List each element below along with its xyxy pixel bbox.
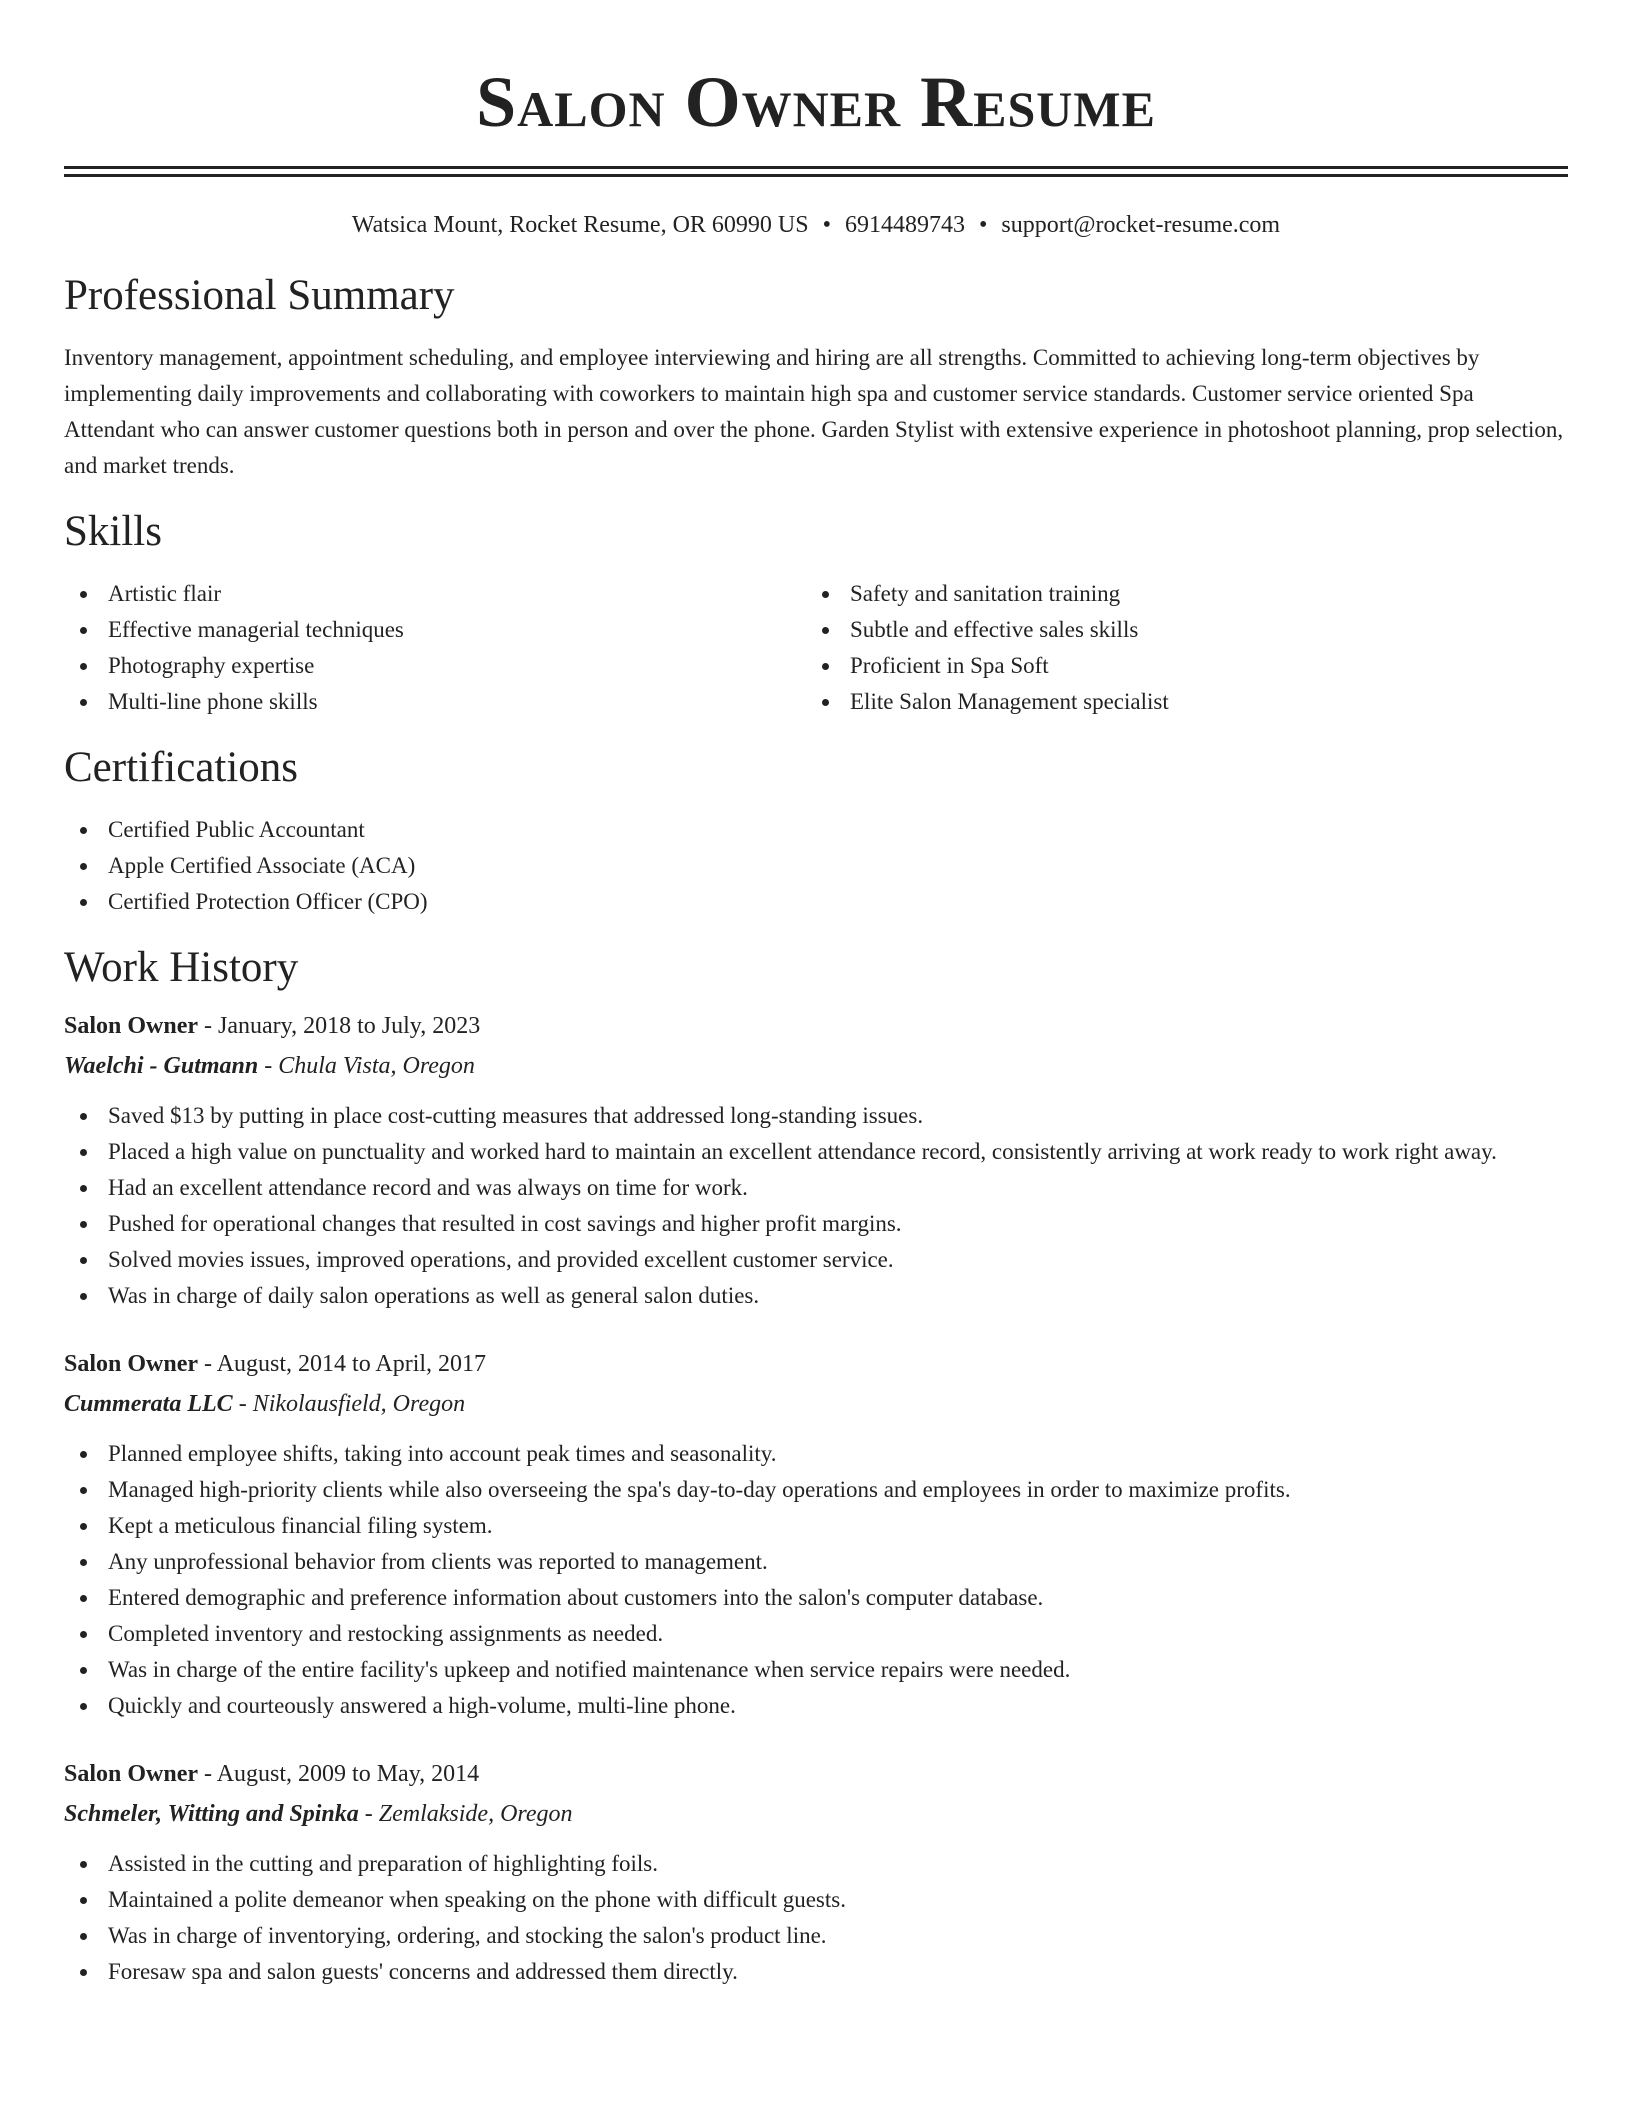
job-header: [64, 1006, 1568, 1046]
contact-separator: •: [979, 212, 988, 238]
work-history-heading: Work History: [64, 944, 299, 991]
job-company: Schmeler, Witting and Spinka: [64, 1801, 359, 1827]
job-header: [64, 1754, 1568, 1794]
skill-item: Safety and sanitation training: [806, 576, 1548, 612]
certifications-list: [64, 812, 1568, 920]
certifications-heading: Certifications: [64, 744, 299, 791]
job-dash: -: [358, 1801, 379, 1827]
job-header: [64, 1344, 1568, 1384]
job-dash: -: [258, 1053, 279, 1079]
job-title: Salon Owner: [64, 1013, 199, 1039]
job-dates: January, 2018 to July, 2023: [218, 1013, 481, 1039]
skills-heading: Skills: [64, 508, 162, 555]
contact-separator: •: [822, 212, 831, 238]
job-location: Nikolausfield, Oregon: [252, 1391, 466, 1417]
summary-text: Inventory management, appointment scheduling, and employee interviewing and hiring are all strengths. Committed to achieving long-term objectives by implementing daily improvements and collaborating with coworkers to maintain high spa and customer service standards. Customer service oriented Spa Attendant who can answer customer questions both in person and over the phone. Garden Stylist with extensive experience in photoshoot planning, prop selection, and market trends.: [64, 345, 1564, 478]
title-rule-bottom: [64, 174, 1568, 177]
skills-column-right: [806, 576, 1548, 720]
job-company-line: [64, 1046, 1568, 1086]
skill-item: Multi-line phone skills: [64, 684, 806, 720]
summary-heading: Professional Summary: [64, 272, 455, 319]
job-bullet: Had an excellent attendance record and was always on time for work.: [64, 1170, 1568, 1206]
job-bullet: Assisted in the cutting and preparation of highlighting foils.: [64, 1846, 1568, 1882]
skills-list: [64, 576, 1568, 720]
contact-email[interactable]: support@rocket-resume.com: [1001, 212, 1281, 238]
job-title: Salon Owner: [64, 1351, 199, 1377]
job-bullets: [64, 1098, 1568, 1314]
job-bullet: Entered demographic and preference information about customers into the salon's computer database.: [64, 1580, 1568, 1616]
job-dates: August, 2014 to April, 2017: [216, 1351, 487, 1377]
certification-item: Apple Certified Associate (ACA): [64, 848, 1568, 884]
job-bullet: Maintained a polite demeanor when speaking on the phone with difficult guests.: [64, 1882, 1568, 1918]
job-bullet: Was in charge of inventorying, ordering, and stocking the salon's product line.: [64, 1918, 1568, 1954]
job-bullet: Any unprofessional behavior from clients was reported to management.: [64, 1544, 1568, 1580]
contact-address: Watsica Mount, Rocket Resume, OR 60990 US: [351, 212, 809, 238]
job-bullet: Quickly and courteously answered a high-volume, multi-line phone.: [64, 1688, 1568, 1724]
skill-item: Subtle and effective sales skills: [806, 612, 1548, 648]
certification-item: Certified Protection Officer (CPO): [64, 884, 1568, 920]
job-bullet: Foresaw spa and salon guests' concerns and addressed them directly.: [64, 1954, 1568, 1990]
title-rule-top: [64, 166, 1568, 169]
contact-line: [64, 210, 1568, 240]
skill-item: Proficient in Spa Soft: [806, 648, 1548, 684]
job-dash: -: [198, 1013, 219, 1039]
job-entry: [64, 1754, 1568, 1990]
job-bullet: Placed a high value on punctuality and worked hard to maintain an excellent attendance record, consistently arriving at work ready to work right away.: [64, 1134, 1568, 1170]
job-dash: -: [198, 1351, 217, 1377]
skill-item: Photography expertise: [64, 648, 806, 684]
job-bullet: Was in charge of the entire facility's upkeep and notified maintenance when service repairs were needed.: [64, 1652, 1568, 1688]
job-bullet: Kept a meticulous financial filing system.: [64, 1508, 1568, 1544]
job-dates: August, 2009 to May, 2014: [216, 1761, 480, 1787]
resume-page: [64, 0, 1568, 1990]
contact-phone: 6914489743: [845, 212, 965, 238]
job-bullet: Managed high-priority clients while also overseeing the spa's day-to-day operations and employees in order to maximize profits.: [64, 1472, 1568, 1508]
job-company: Waelchi - Gutmann: [64, 1053, 259, 1079]
job-bullet: Pushed for operational changes that resulted in cost savings and higher profit margins.: [64, 1206, 1568, 1242]
job-location: Chula Vista, Oregon: [278, 1053, 475, 1079]
job-bullets: [64, 1436, 1568, 1724]
job-company-line: [64, 1794, 1568, 1834]
job-company: Cummerata LLC: [64, 1391, 233, 1417]
job-company-line: [64, 1384, 1568, 1424]
job-bullets: [64, 1846, 1568, 1990]
job-dash: -: [198, 1761, 217, 1787]
job-entry: [64, 1344, 1568, 1724]
skill-item: Effective managerial techniques: [64, 612, 806, 648]
skill-item: Artistic flair: [64, 576, 806, 612]
job-title: Salon Owner: [64, 1761, 199, 1787]
job-location: Zemlakside, Oregon: [378, 1801, 573, 1827]
certification-item: Certified Public Accountant: [64, 812, 1568, 848]
job-bullet: Completed inventory and restocking assignments as needed.: [64, 1616, 1568, 1652]
job-bullet: Solved movies issues, improved operations, and provided excellent customer service.: [64, 1242, 1568, 1278]
job-entry: [64, 1006, 1568, 1314]
job-bullet: Was in charge of daily salon operations as well as general salon duties.: [64, 1278, 1568, 1314]
job-bullet: Saved $13 by putting in place cost-cutting measures that addressed long-standing issues.: [64, 1098, 1568, 1134]
resume-title: Salon Owner Resume: [476, 62, 1156, 142]
job-dash: -: [232, 1391, 253, 1417]
skills-column-left: [64, 576, 806, 720]
skill-item: Elite Salon Management specialist: [806, 684, 1548, 720]
job-bullet: Planned employee shifts, taking into account peak times and seasonality.: [64, 1436, 1568, 1472]
